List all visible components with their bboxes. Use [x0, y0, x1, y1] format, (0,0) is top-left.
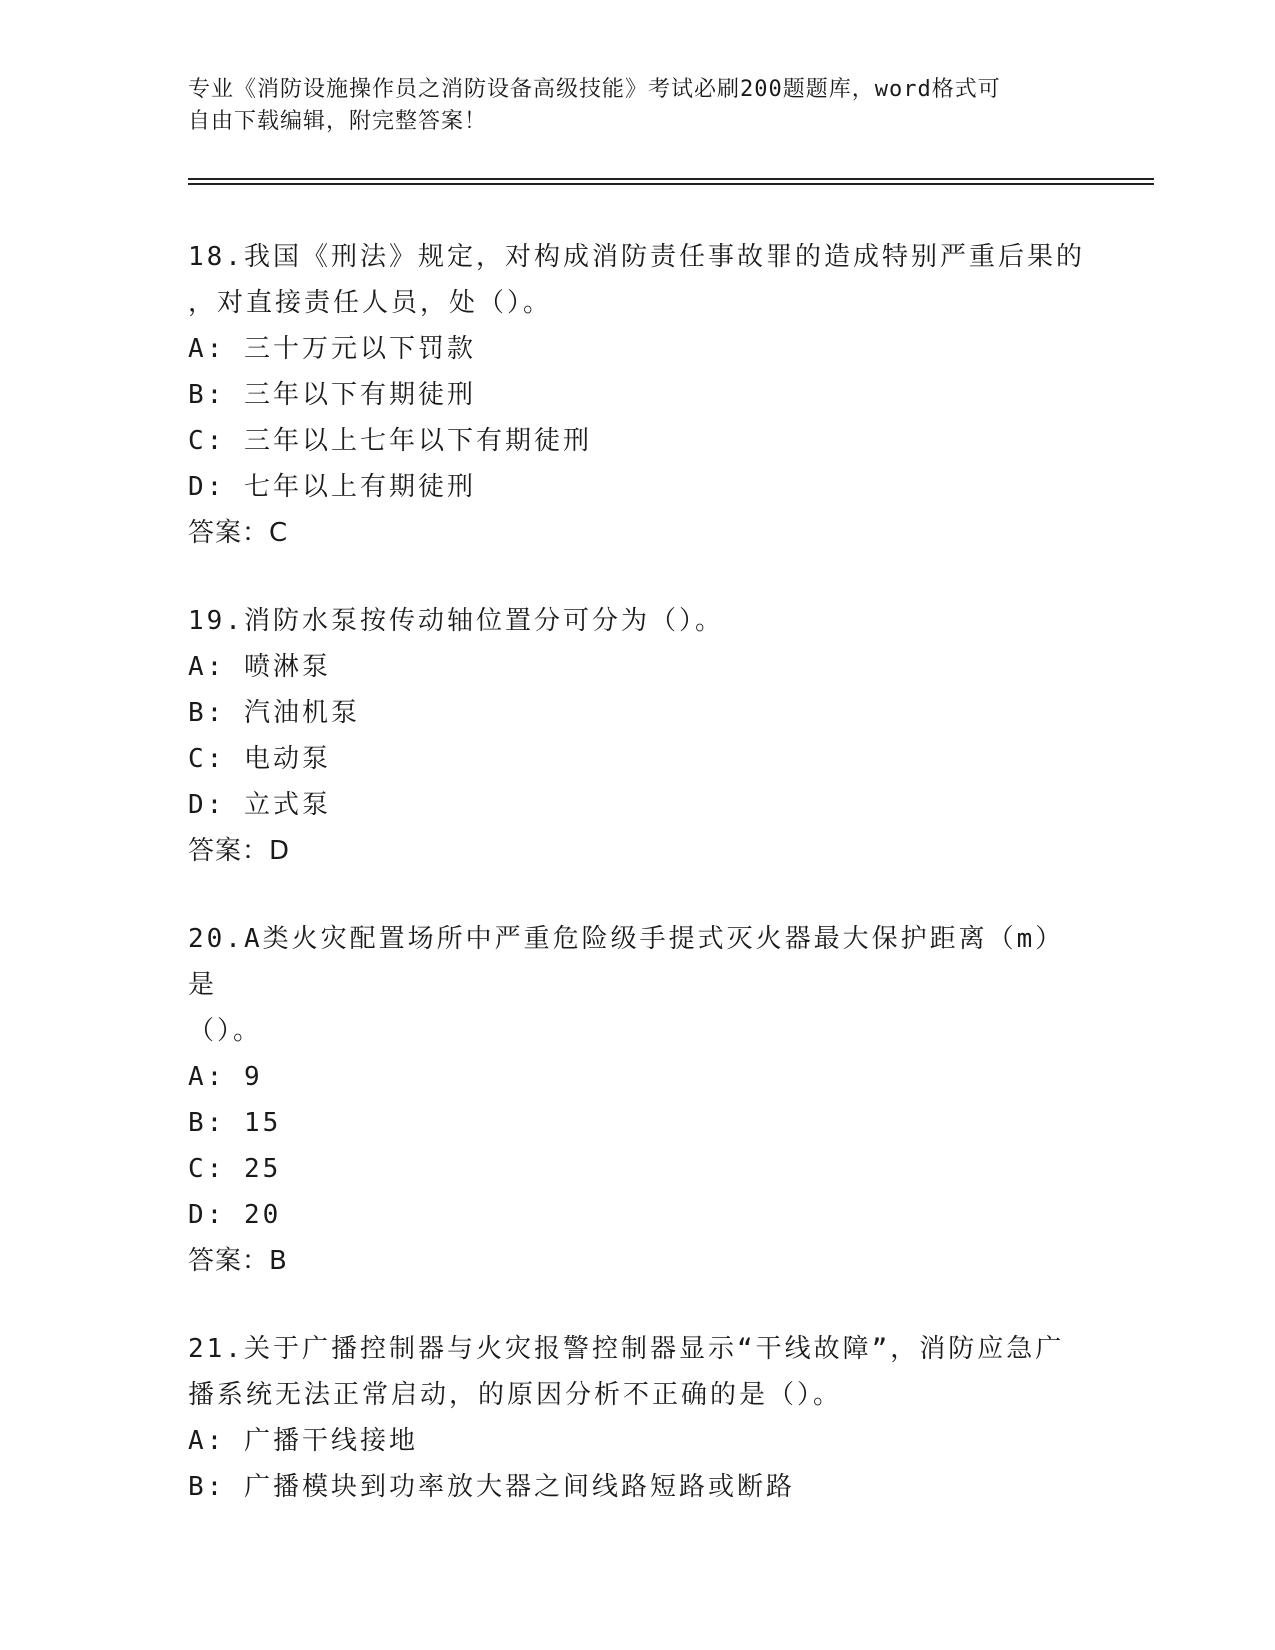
- question-text: 18.我国《刑法》规定，对构成消防责任事故罪的造成特别严重后果的: [188, 242, 1085, 272]
- option-b: B: 汽油机泵: [188, 698, 360, 728]
- header-divider-top: [188, 178, 1154, 180]
- header-line-1: 专业《消防设施操作员之消防设备高级技能》考试必刷200题题库，word格式可: [188, 77, 1001, 102]
- question-20: [188, 916, 1088, 1284]
- question-text: 21.关于广播控制器与火灾报警控制器显示“干线故障”，消防应急广: [188, 1334, 1065, 1364]
- question-21: [188, 1326, 1088, 1510]
- option-a: A: 喷淋泵: [188, 652, 331, 682]
- question-text-continued: （）。: [188, 1016, 263, 1046]
- question-text: 19.消防水泵按传动轴位置分可分为（）。: [188, 606, 724, 636]
- option-c: C: 三年以上七年以下有期徒刑: [188, 426, 592, 456]
- question-19: [188, 598, 1088, 874]
- option-d: D: 七年以上有期徒刑: [188, 472, 476, 502]
- option-b: B: 15: [188, 1108, 282, 1138]
- option-b: B: 广播模块到功率放大器之间线路短路或断路: [188, 1472, 795, 1502]
- option-a: A: 9: [188, 1062, 263, 1092]
- header-divider-bottom: [188, 183, 1154, 185]
- document-header: [188, 74, 1088, 138]
- question-text-continued: ，对直接责任人员，处（）。: [188, 288, 553, 318]
- answer: 答案：C: [188, 518, 289, 548]
- header-line-2: 自由下载编辑，附完整答案！: [188, 109, 488, 134]
- option-c: C: 电动泵: [188, 744, 331, 774]
- question-text: 20.A类火灾配置场所中严重危险级手提式灭火器最大保护距离（m）是: [188, 924, 1065, 1000]
- question-text-continued: 播系统无法正常启动，的原因分析不正确的是（）。: [188, 1380, 843, 1410]
- question-18: [188, 234, 1088, 556]
- option-c: C: 25: [188, 1154, 282, 1184]
- answer: 答案：B: [188, 1246, 288, 1276]
- answer: 答案：D: [188, 836, 291, 866]
- question-list: [188, 234, 1088, 1552]
- option-a: A: 广播干线接地: [188, 1426, 418, 1456]
- option-a: A: 三十万元以下罚款: [188, 334, 476, 364]
- option-b: B: 三年以下有期徒刑: [188, 380, 476, 410]
- option-d: D: 立式泵: [188, 790, 331, 820]
- option-d: D: 20: [188, 1200, 282, 1230]
